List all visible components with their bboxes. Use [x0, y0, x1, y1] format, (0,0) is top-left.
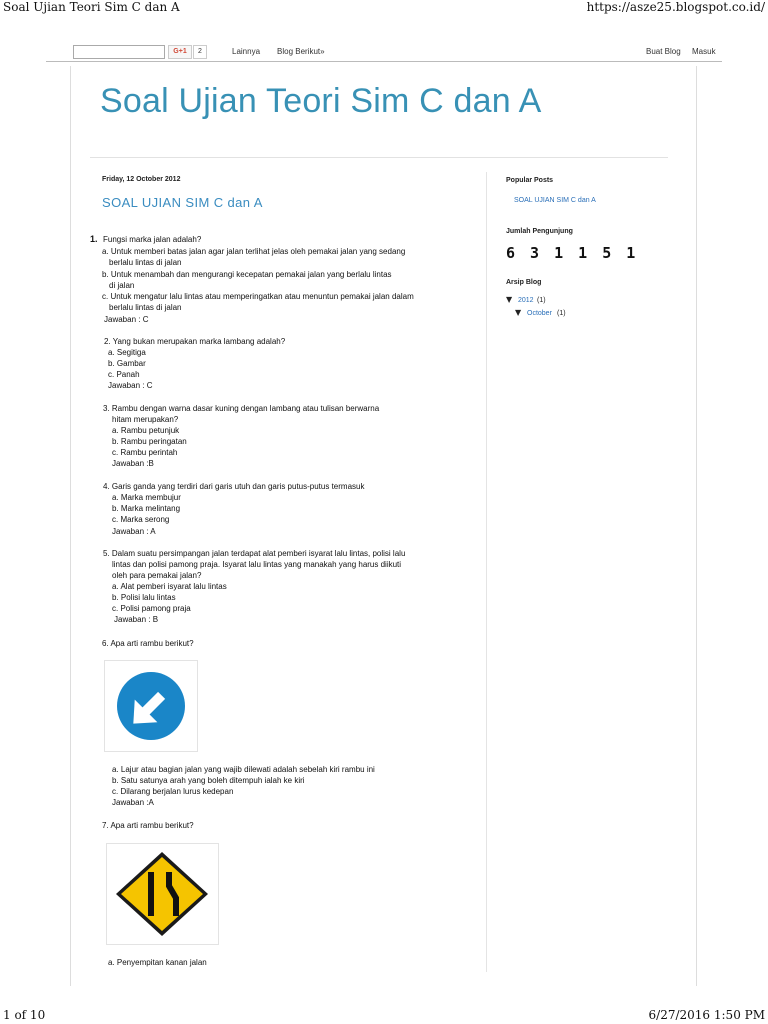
question-3-answer: Jawaban :B	[112, 459, 154, 468]
keep-left-sign-image	[104, 660, 198, 752]
question-2-option-c: c. Panah	[108, 370, 140, 379]
question-7-text: 7. Apa arti rambu berikut?	[102, 821, 194, 830]
sidebar-divider	[486, 172, 487, 972]
question-1-text: Fungsi marka jalan adalah?	[103, 235, 202, 244]
print-title: Soal Ujian Teori Sim C dan A	[3, 0, 180, 14]
question-3-text: 3. Rambu dengan warna dasar kuning dengan lambang atau tulisan berwarna	[103, 404, 380, 413]
archive-year-link[interactable]: 2012	[518, 297, 534, 304]
question-3-text-cont: hitam merupakan?	[112, 415, 179, 424]
navbar-divider	[46, 61, 722, 62]
question-1-option-b: b. Untuk menambah dan mengurangi kecepatan pemakai jalan yang berlalu lintas	[102, 270, 392, 279]
question-6-option-c: c. Dilarang berjalan lurus kedepan	[112, 787, 234, 796]
sign-in-link[interactable]: Masuk	[692, 47, 716, 56]
visitor-counter: 6 3 1 1 5 1	[506, 244, 639, 262]
question-2-text: 2. Yang bukan merupakan marka lambang adalah?	[104, 337, 286, 346]
archive-year-count: (1)	[537, 297, 546, 304]
road-narrows-right-icon	[107, 844, 218, 944]
post-title[interactable]: SOAL UJIAN SIM C dan A	[102, 195, 263, 210]
question-5-option-b: b. Polisi lalu lintas	[112, 593, 176, 602]
question-4-option-b: b. Marka melintang	[112, 504, 181, 513]
header-divider	[90, 157, 668, 158]
question-1-number: 1.	[90, 234, 98, 244]
print-footer	[0, 1006, 768, 1024]
question-5-option-c: c. Polisi pamong praja	[112, 604, 191, 613]
print-header	[0, 0, 768, 20]
question-4-option-a: a. Marka membujur	[112, 493, 181, 502]
visitor-counter-heading: Jumlah Pengunjung	[506, 228, 573, 235]
question-5-answer: Jawaban : B	[114, 615, 159, 624]
question-2-option-a: a. Segitiga	[108, 348, 146, 357]
question-2-option-b: b. Gambar	[108, 359, 146, 368]
gplus-button[interactable]: G+1	[168, 45, 192, 59]
popular-posts-heading: Popular Posts	[506, 177, 554, 184]
question-7-option-a: a. Penyempitan kanan jalan	[108, 958, 207, 967]
question-1-option-b-cont: di jalan	[109, 281, 135, 290]
content-border-left	[70, 66, 71, 986]
question-6-option-a: a. Lajur atau bagian jalan yang wajib dilewati adalah sebelah kiri rambu ini	[112, 765, 375, 774]
blog-title[interactable]: Soal Ujian Teori Sim C dan A	[100, 82, 542, 120]
archive-heading: Arsip Blog	[506, 279, 542, 286]
question-4-text: 4. Garis ganda yang terdiri dari garis utuh dan garis putus-putus termasuk	[103, 482, 365, 491]
print-url: https://asze25.blogspot.co.id/	[586, 0, 765, 14]
question-3-option-a: a. Rambu petunjuk	[112, 426, 180, 435]
question-1-option-c-cont: berlalu lintas di jalan	[109, 303, 182, 312]
gplus-count: 2	[193, 45, 207, 59]
question-6-option-b: b. Satu satunya arah yang boleh ditempuh ialah ke kiri	[112, 776, 305, 785]
expand-month-icon[interactable]: ▼	[515, 308, 522, 317]
expand-year-icon[interactable]: ▼	[506, 295, 513, 304]
print-page-number: 1 of 10	[3, 1008, 46, 1022]
keep-left-arrow-icon	[105, 661, 197, 751]
question-3-option-b: b. Rambu peringatan	[112, 437, 187, 446]
question-1-option-a-cont: berlalu lintas di jalan	[109, 258, 182, 267]
post-date: Friday, 12 October 2012	[102, 176, 181, 183]
create-blog-link[interactable]: Buat Blog	[646, 47, 681, 56]
content-border-right	[696, 66, 697, 986]
question-5-option-a: a. Alat pemberi isyarat lalu lintas	[112, 582, 227, 591]
question-1-option-c: c. Untuk mengatur lalu lintas atau memperingatkan atau menuntun pemakai jalan dalam	[102, 292, 414, 301]
navbar-search-input[interactable]	[73, 45, 165, 59]
archive-month-count: (1)	[557, 310, 566, 317]
more-link[interactable]: Lainnya	[232, 47, 261, 56]
question-4-option-c: c. Marka serong	[112, 515, 170, 524]
print-datetime: 6/27/2016 1:50 PM	[648, 1008, 765, 1022]
popular-post-link[interactable]: SOAL UJIAN SIM C dan A	[514, 197, 596, 204]
road-narrows-sign-image	[106, 843, 219, 945]
question-2-answer: Jawaban : C	[108, 381, 153, 390]
next-blog-link[interactable]: Blog Berikut»	[277, 47, 325, 56]
question-6-answer: Jawaban :A	[112, 798, 154, 807]
question-4-answer: Jawaban : A	[112, 527, 156, 536]
question-6-text: 6. Apa arti rambu berikut?	[102, 639, 194, 648]
archive-month-link[interactable]: October	[527, 310, 552, 317]
question-1-option-a: a. Untuk memberi batas jalan agar jalan terlihat jelas oleh pemakai jalan yang sedang	[102, 247, 406, 256]
question-3-option-c: c. Rambu perintah	[112, 448, 178, 457]
question-5-text: 5. Dalam suatu persimpangan jalan terdapat alat pemberi isyarat lalu lintas, polisi lalu	[103, 549, 406, 558]
question-5-text-cont-2: oleh para pemakai jalan?	[112, 571, 202, 580]
question-5-text-cont: lintas dan polisi pamong praja. Isyarat lalu lintas yang manakah yang harus diikuti	[112, 560, 402, 569]
question-1-answer: Jawaban : C	[104, 315, 149, 324]
